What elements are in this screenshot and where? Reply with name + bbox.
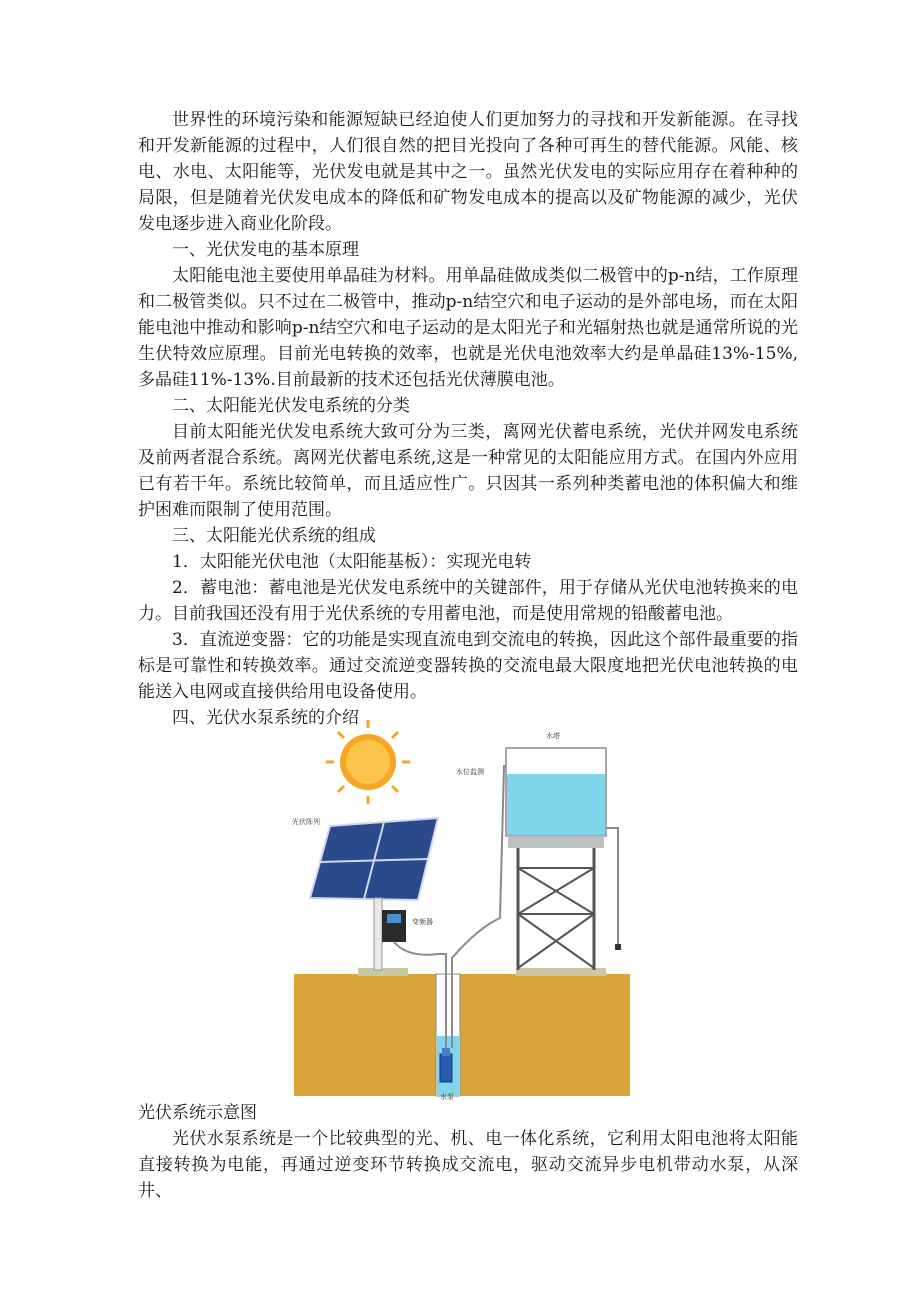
label-water-tower: 水塔 xyxy=(546,732,560,740)
label-inverter: 变频器 xyxy=(412,918,433,926)
heading-composition: 三、太阳能光伏系统的组成 xyxy=(172,526,376,546)
sun-icon xyxy=(326,720,410,804)
paragraph-pump-system: 光伏水泵系统是一个比较典型的光、机、电一体化系统，它利用太阳电池将太阳能直接转换为电能，再通过逆变环节转换成交流电，驱动交流异步电机带动水泵，从深井、 xyxy=(138,1129,798,1201)
figure-caption: 光伏系统示意图 xyxy=(138,1103,257,1123)
soil-right xyxy=(458,974,630,1096)
gravel-left xyxy=(358,968,408,976)
list-item-battery: 2．蓄电池：蓄电池是光伏发电系统中的关键部件，用于存储从光伏电池转换来的电力。目前我国还没有用于光伏系统的专用蓄电池，而是使用常规的铅酸蓄电池。 xyxy=(138,578,798,624)
list-item-inverter: 3．直流逆变器：它的功能是实现直流电到交流电的转换，因此这个部件最重要的指标是可靠性和转换效率。通过交流逆变器转换的交流电最大限度地把光伏电池转换的电能送入电网或直接供给用电设备使用。 xyxy=(138,630,798,702)
paragraph-intro: 世界性的环境污染和能源短缺已经迫使人们更加努力的寻找和开发新能源。在寻找和开发新能源的过程中，人们很自然的把目光投向了各种可再生的替代能源。风能、核电、水电、太阳能等，光伏发电就是其中之一。虽然光伏发电的实际应用存在着种种的局限，但是随着光伏发电成本的降低和矿物发电成本的提高以及矿物能源的减少，光伏发电逐步进入商业化阶段。 xyxy=(138,110,798,234)
soil-left xyxy=(294,974,450,1096)
pv-pump-diagram xyxy=(288,718,638,1100)
heading-pump-system: 四、光伏水泵系统的介绍 xyxy=(172,708,359,728)
list-item-solar-cell: 1．太阳能光伏电池（太阳能基板）：实现光电转 xyxy=(172,552,532,572)
heading-principle: 一、光伏发电的基本原理 xyxy=(172,240,359,260)
label-pv-array: 光伏阵列 xyxy=(292,818,320,826)
inverter-icon xyxy=(382,910,406,942)
solar-panel-icon xyxy=(310,818,438,970)
label-level-monitor: 水位监测 xyxy=(456,768,484,776)
article-body xyxy=(138,107,798,731)
heading-classification: 二、太阳能光伏发电系统的分类 xyxy=(172,396,410,416)
water-tower-icon xyxy=(506,748,621,970)
paragraph-classification: 目前太阳能光伏发电系统大致可分为三类，离网光伏蓄电系统，光伏并网发电系统及前两者混合系统。离网光伏蓄电系统,这是一种常见的太阳能应用方式。在国内外应用已有若干年。系统比较简单，而且适应性广。只因其一系列种类蓄电池的体积偏大和维护困难而限制了使用范围。 xyxy=(138,422,798,520)
label-pump: 水泵 xyxy=(440,1093,454,1100)
paragraph-principle: 太阳能电池主要使用单晶硅为材料。用单晶硅做成类似二极管中的p-n结，工作原理和二极管类似。只不过在二极管中，推动p-n结空穴和电子运动的是外部电场，而在太阳能电池中推动和影响p-n结空穴和电子运动的是太阳光子和光辐射热也就是通常所说的光生伏特效应原理。目前光电转换的效率，也就是光伏电池效率大约是单晶硅13%-15%,多晶硅11%-13%.目前最新的技术还包括光伏薄膜电池。 xyxy=(138,266,798,390)
article-tail xyxy=(138,1126,798,1204)
